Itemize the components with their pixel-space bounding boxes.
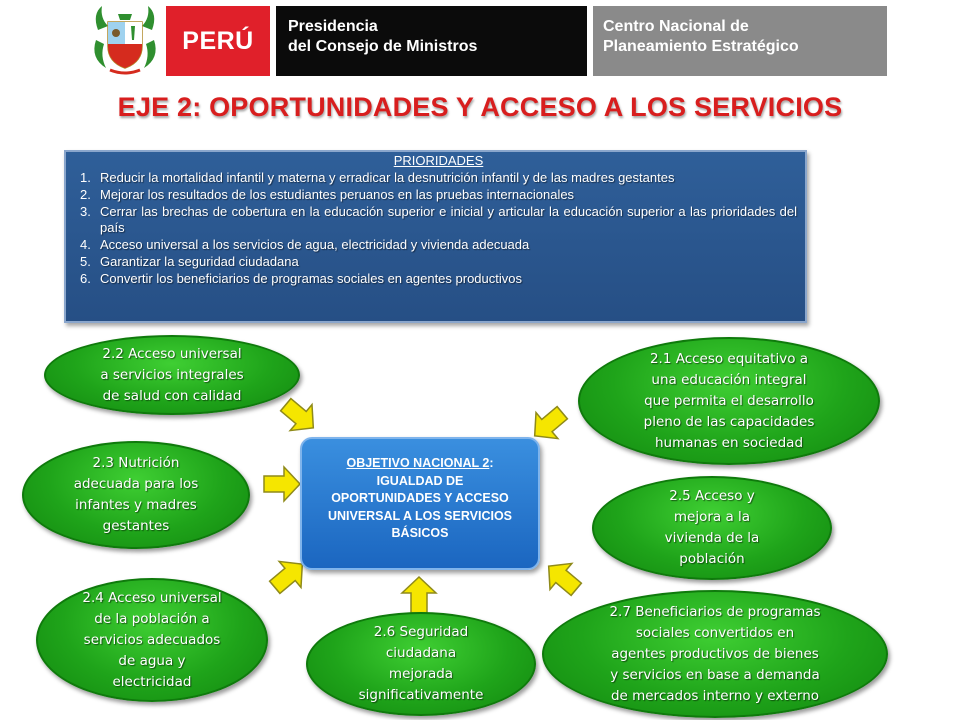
ceplan-line-1: Centro Nacional de bbox=[603, 18, 749, 35]
goal-line: a servicios integrales bbox=[100, 366, 244, 383]
priority-text: Cerrar las brechas de cobertura en la educación superior e inicial y articular la educación superior a las prioridades del país bbox=[100, 204, 797, 235]
objective-line: OPORTUNIDADES Y ACCESO bbox=[331, 491, 509, 505]
goal-line: vivienda de la bbox=[664, 530, 760, 546]
goal-2-7-oval bbox=[542, 590, 888, 718]
priority-text: Garantizar la seguridad ciudadana bbox=[100, 254, 299, 269]
pcm-org-label bbox=[276, 6, 587, 76]
priority-text: Reducir la mortalidad infantil y materna y erradicar la desnutrición infantil y de las madres gestantes bbox=[100, 170, 675, 185]
peru-label: PERÚ bbox=[166, 6, 270, 76]
ceplan-line-2: Planeamiento Estratégico bbox=[603, 38, 799, 55]
goal-line: 2.4 Acceso universal bbox=[82, 589, 222, 606]
goal-line: y servicios en base a demanda bbox=[610, 666, 820, 683]
goal-line: servicios adecuados bbox=[83, 631, 221, 648]
goal-line: de mercados interno y externo bbox=[610, 687, 820, 704]
priorities-box bbox=[64, 150, 807, 323]
priority-number: 4. bbox=[80, 237, 91, 252]
priority-item bbox=[80, 204, 797, 236]
priority-number: 3. bbox=[80, 204, 91, 219]
priorities-list bbox=[80, 170, 797, 287]
pcm-line-1: Presidencia bbox=[288, 18, 378, 35]
priority-text: Mejorar los resultados de los estudiantes peruanos en las pruebas internacionales bbox=[100, 187, 575, 202]
goal-line: ciudadana bbox=[385, 645, 457, 661]
goal-line: de agua y bbox=[118, 652, 186, 669]
goal-2-4-oval bbox=[36, 578, 268, 702]
goal-line: sociales convertidos en bbox=[635, 624, 795, 641]
priority-text: Acceso universal a los servicios de agua, electricidad y vivienda adecuada bbox=[100, 237, 530, 252]
goal-2-6-oval bbox=[306, 612, 536, 716]
goal-line: infantes y madres bbox=[75, 497, 197, 513]
objective-line: BÁSICOS bbox=[391, 526, 449, 540]
priority-item bbox=[80, 254, 797, 270]
goal-line: 2.5 Acceso y bbox=[669, 488, 755, 504]
priority-number: 6. bbox=[80, 271, 91, 286]
goal-line: de la población a bbox=[94, 610, 210, 627]
goal-line: adecuada para los bbox=[73, 476, 199, 492]
arrow-from-2-3-icon bbox=[264, 467, 300, 501]
priorities-heading: PRIORIDADES bbox=[393, 153, 484, 168]
priority-number: 1. bbox=[80, 170, 91, 185]
goal-2-5-oval bbox=[592, 476, 832, 580]
goal-line: población bbox=[679, 551, 745, 567]
objective-label-line: OBJETIVO NACIONAL 2: bbox=[346, 456, 494, 470]
arrow-from-2-7-icon bbox=[538, 553, 587, 602]
priority-item bbox=[80, 237, 797, 253]
objective-label: OBJETIVO NACIONAL 2 bbox=[346, 456, 490, 470]
goal-2-1-oval bbox=[578, 337, 880, 465]
priority-number: 5. bbox=[80, 254, 91, 269]
objective-line: UNIVERSAL A LOS SERVICIOS bbox=[327, 508, 513, 523]
priority-number: 2. bbox=[80, 187, 91, 202]
goal-line: una educación integral bbox=[651, 371, 807, 388]
goal-line: 2.6 Seguridad bbox=[373, 624, 469, 640]
slide-title: EJE 2: OPORTUNIDADES Y ACCESO A LOS SERVICIOS bbox=[117, 92, 843, 122]
goal-line: 2.3 Nutrición bbox=[92, 455, 180, 471]
goal-line: 2.1 Acceso equitativo a bbox=[649, 350, 809, 367]
goal-line: agentes productivos de bienes bbox=[611, 645, 819, 662]
peru-coat-of-arms-logo bbox=[88, 0, 162, 76]
goal-2-3-oval bbox=[22, 441, 250, 549]
goal-line: 2.7 Beneficiarios de programas bbox=[609, 603, 821, 620]
goal-line: 2.2 Acceso universal bbox=[102, 345, 242, 362]
arrow-from-2-2-icon bbox=[275, 392, 324, 441]
goal-line: humanas en sociedad bbox=[654, 434, 804, 451]
goal-line: que permita el desarrollo bbox=[644, 392, 814, 409]
goal-line: significativamente bbox=[358, 687, 484, 703]
priority-item bbox=[80, 170, 797, 186]
priority-item bbox=[80, 187, 797, 203]
goal-2-2-oval bbox=[44, 335, 300, 415]
objective-line: IGUALDAD DE bbox=[376, 473, 464, 488]
national-objective-box bbox=[300, 437, 540, 570]
pcm-line-2: del Consejo de Ministros bbox=[288, 38, 478, 55]
goal-line: mejorada bbox=[388, 666, 454, 682]
goal-line: gestantes bbox=[102, 518, 170, 534]
arrow-from-2-6-icon bbox=[402, 577, 436, 613]
priority-item bbox=[80, 271, 797, 287]
goal-line: mejora a la bbox=[673, 509, 751, 525]
goal-line: pleno de las capacidades bbox=[643, 413, 815, 430]
priority-text: Convertir los beneficiarios de programas sociales en agentes productivos bbox=[100, 271, 522, 286]
ceplan-org-label bbox=[593, 6, 887, 76]
goal-line: de salud con calidad bbox=[102, 387, 242, 404]
goal-line: electricidad bbox=[112, 673, 192, 690]
